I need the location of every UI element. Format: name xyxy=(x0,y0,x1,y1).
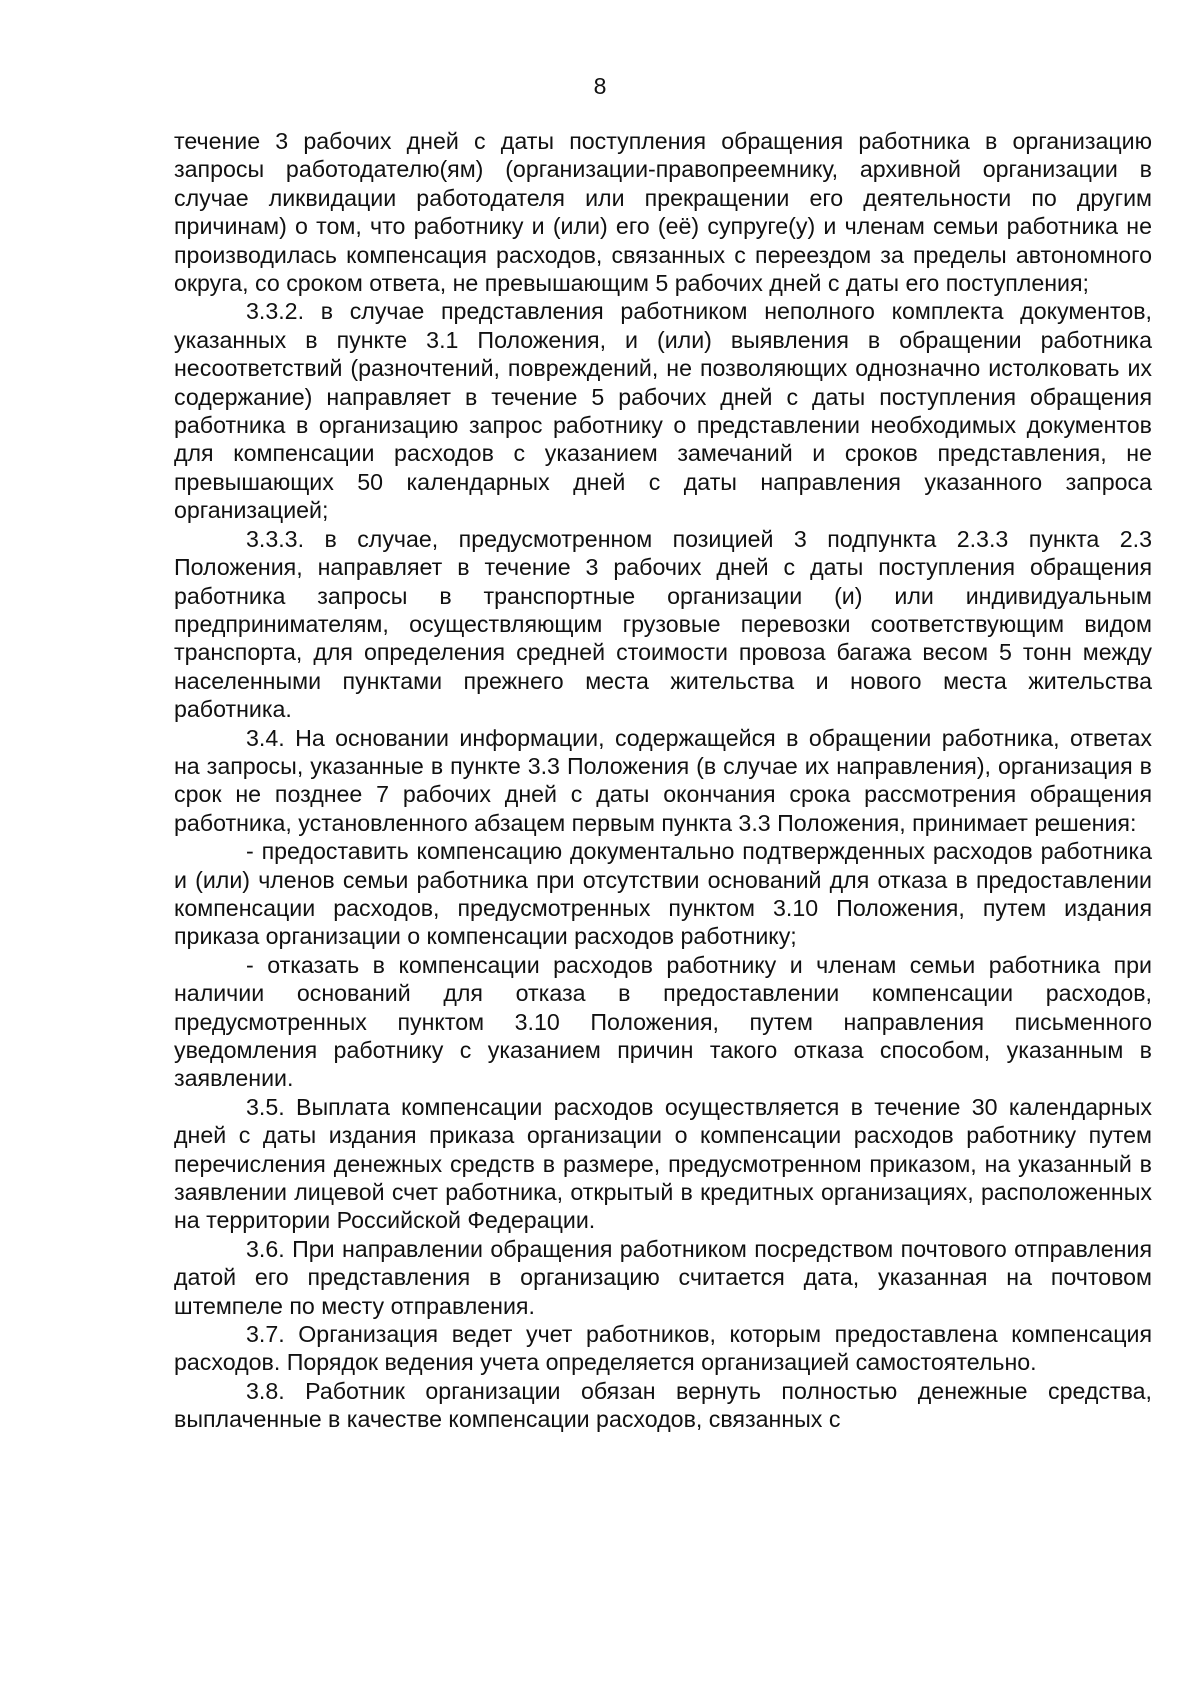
paragraph-3-7: 3.7. Организация ведет учет работников, которым предоставлена компенсация расходов. Порядок ведения учета определяется организацией самостоятельно. xyxy=(174,1321,1152,1376)
document-body xyxy=(174,127,1152,1434)
paragraph-3-3-3: 3.3.3. в случае, предусмотренном позицией 3 подпункта 2.3.3 пункта 2.3 Положения, направляет в течение 3 рабочих дней с даты поступления обращения работника запросы в транспортные организации (и) или индивидуальным предпринимателям, осуществляющим грузовые перевозки соответствующим видом транспорта, для определения средней стоимости провоза багажа весом 5 тонн между населенными пунктами прежнего места жительства и нового места жительства работника. xyxy=(174,525,1152,723)
paragraph-3-3-2: 3.3.2. в случае представления работником неполного комплекта документов, указанных в пункте 3.1 Положения, и (или) выявления в обращении работника несоответствий (разночтений, повреждений, не позволяющих однозначно истолковать их содержание) направляет в течение 5 рабочих дней с даты поступления обращения работника в организацию запрос работнику о представлении необходимых документов для компенсации расходов с указанием замечаний и сроков представления, не превышающих 50 календарных дней с даты направления указанного запроса организацией; xyxy=(174,298,1152,524)
paragraph-continuation: течение 3 рабочих дней с даты поступления обращения работника в организацию запросы работодателю(ям) (организации-правопреемнику, архивной организации в случае ликвидации работодателя или прекращении его деятельности по другим причинам) о том, что работнику и (или) его (её) супруге(у) и членам семьи работника не производилась компенсация расходов, связанных с переездом за пределы автономного округа, со сроком ответа, не превышающим 5 рабочих дней с даты его поступления; xyxy=(174,128,1152,297)
paragraph-3-4-decision-grant: - предоставить компенсацию документально подтвержденных расходов работника и (или) членов семьи работника при отсутствии оснований для отказа в предоставлении компенсации расходов, предусмотренных пунктом 3.10 Положения, путем издания приказа организации о компенсации расходов работнику; xyxy=(174,838,1152,950)
paragraph-3-8: 3.8. Работник организации обязан вернуть полностью денежные средства, выплаченные в качестве компенсации расходов, связанных с xyxy=(174,1377,1152,1433)
paragraph-3-6: 3.6. При направлении обращения работником посредством почтового отправления датой его представления в организацию считается дата, указанная на почтовом штемпеле по месту отправления. xyxy=(174,1235,1152,1319)
paragraph-3-4: 3.4. На основании информации, содержащейся в обращении работника, ответах на запросы, указанные в пункте 3.3 Положения (в случае их направления), организация в срок не позднее 7 рабочих дней с даты окончания срока рассмотрения обращения работника, установленного абзацем первым пункта 3.3 Положения, принимает решения: xyxy=(174,724,1152,836)
paragraph-3-4-decision-refuse: - отказать в компенсации расходов работнику и членам семьи работника при наличии оснований для отказа в предоставлении компенсации расходов, предусмотренных пунктом 3.10 Положения, путем направления письменного уведомления работнику с указанием причин такого отказа способом, указанным в заявлении. xyxy=(174,951,1152,1092)
page-number: 8 xyxy=(593,73,607,99)
paragraph-3-5: 3.5. Выплата компенсации расходов осуществляется в течение 30 календарных дней с даты издания приказа организации о компенсации расходов работнику путем перечисления денежных средств в размере, предусмотренном приказом, на указанный в заявлении лицевой счет работника, открытый в кредитных организациях, расположенных на территории Российской Федерации. xyxy=(174,1093,1152,1234)
